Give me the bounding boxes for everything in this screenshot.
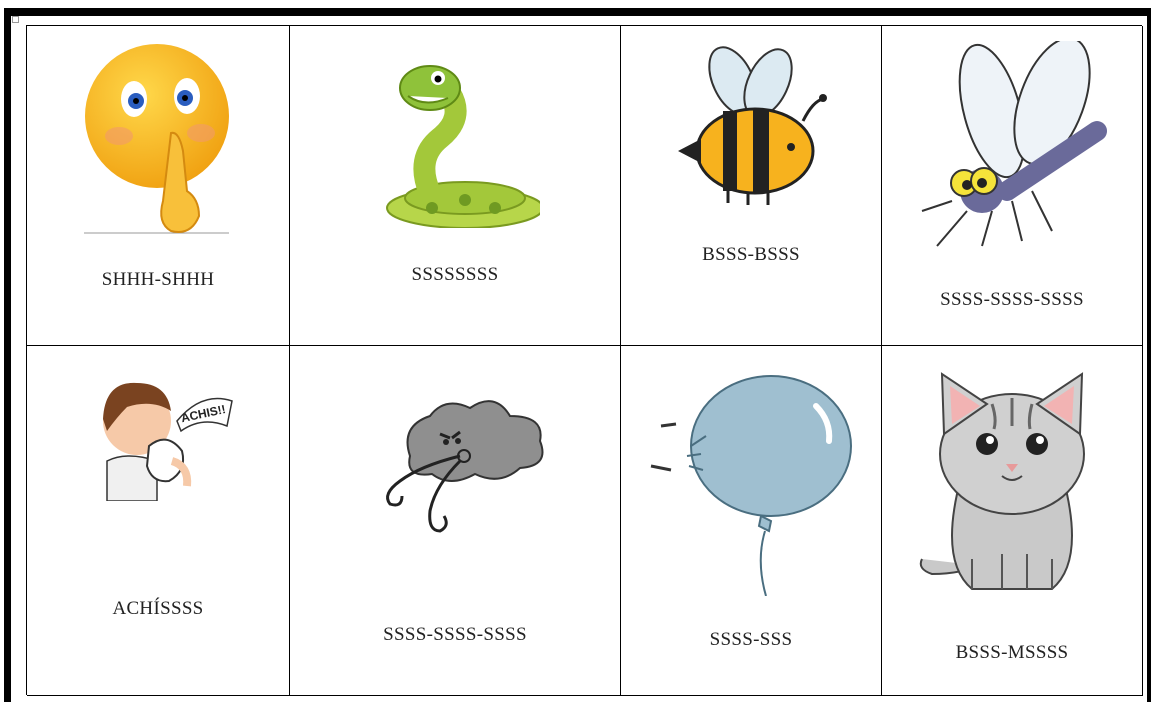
card-cell [882, 346, 1143, 696]
card-label: SSSS-SSSS-SSSS [383, 624, 527, 645]
deflating-balloon-icon [641, 366, 861, 596]
sneeze-bubble-text: ACHIS!! [179, 402, 227, 426]
table-anchor-handle[interactable] [12, 16, 19, 23]
card-label: ACHÍSSSS [112, 598, 204, 619]
card-cell [621, 346, 882, 696]
card-cell [290, 26, 621, 346]
page-frame-right [1147, 8, 1151, 702]
card-label: SSSS-SSS [709, 629, 793, 650]
hush-face-icon [79, 41, 239, 241]
snake-icon [370, 48, 540, 228]
bee-icon [673, 41, 833, 211]
blowing-cloud-icon [360, 386, 560, 546]
card-label: SSSSSSSS [411, 264, 499, 285]
card-label: BSSS-BSSS [702, 244, 800, 265]
card-label: SHHH-SHHH [101, 269, 215, 290]
card-cell [621, 26, 882, 346]
card-cell [882, 26, 1143, 346]
sound-cards-table [26, 25, 1142, 695]
card-cell [290, 346, 621, 696]
sneezing-boy-icon [97, 371, 237, 501]
card-cell [27, 346, 290, 696]
page-frame-left [4, 8, 11, 702]
card-label: BSSS-MSSSS [955, 642, 1069, 663]
card-label: SSSS-SSSS-SSSS [940, 289, 1084, 310]
card-cell [27, 26, 290, 346]
mosquito-icon [912, 41, 1112, 251]
kitten-icon [902, 364, 1122, 604]
page-frame-top [4, 8, 1151, 16]
